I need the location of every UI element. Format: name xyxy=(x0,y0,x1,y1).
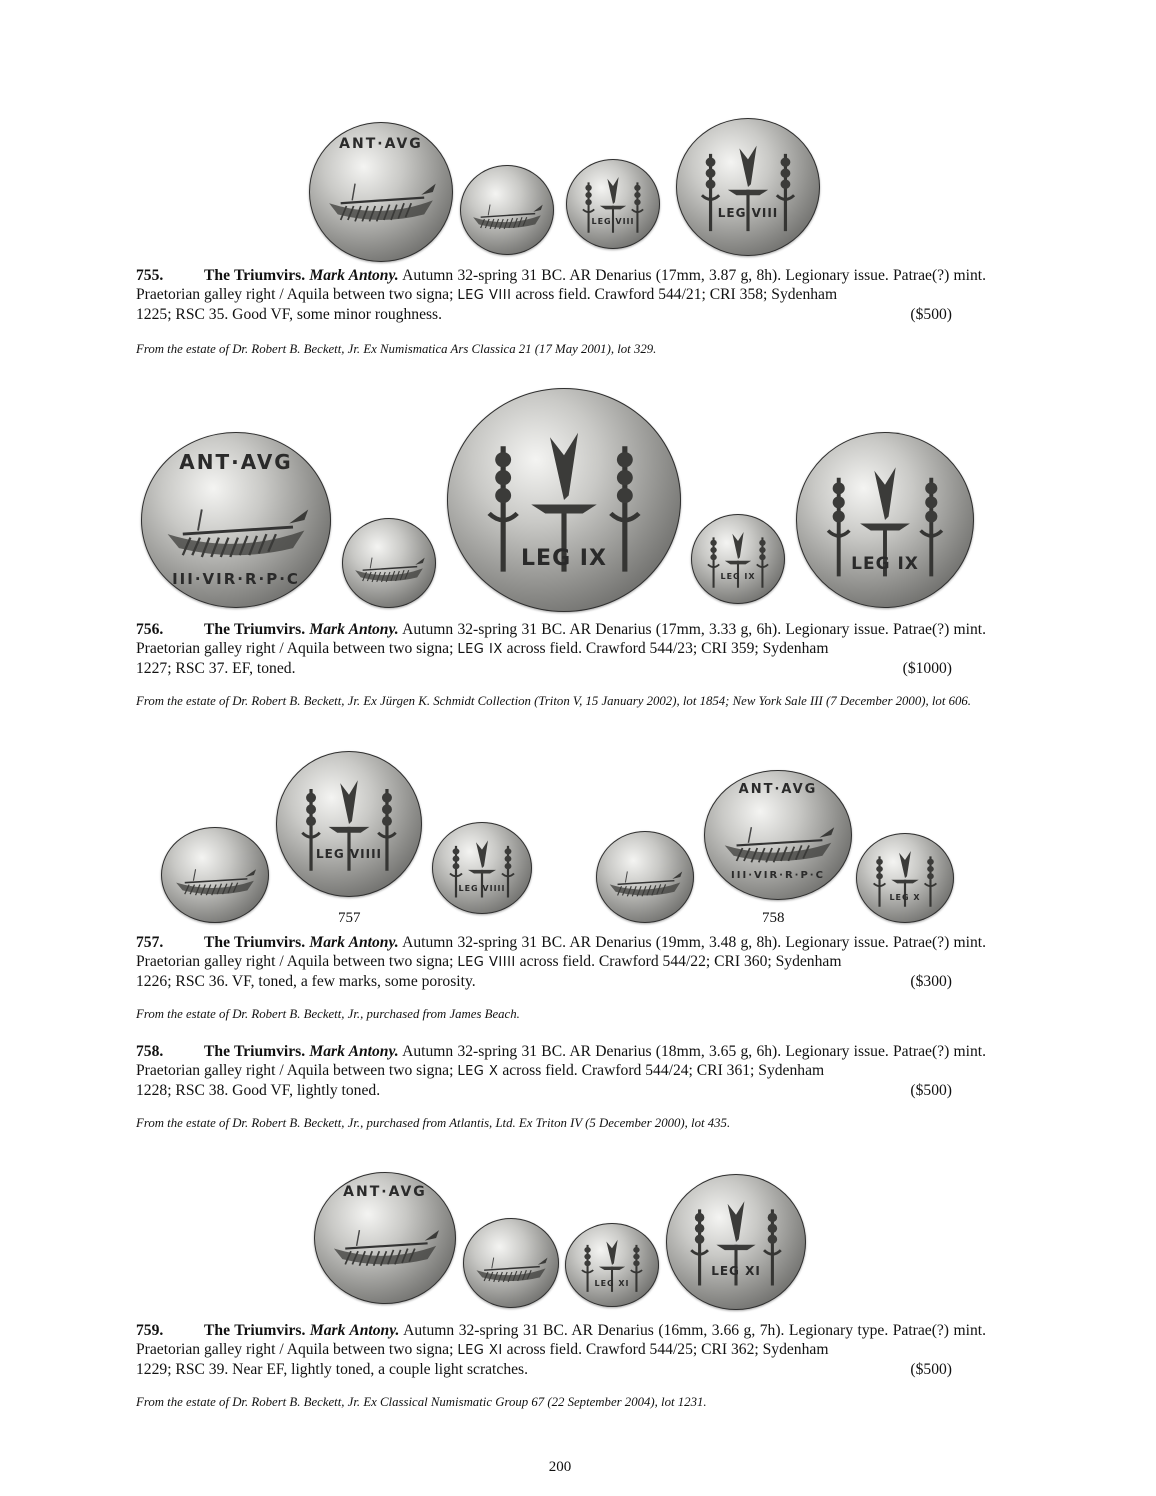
lot-grade: 1229; RSC 39. Near EF, lightly toned, a couple light scratches. xyxy=(136,1361,528,1378)
lot-description-refs: across field. Crawford 544/24; CRI 361; Sydenham xyxy=(502,1062,825,1079)
lot-grade: 1226; RSC 36. VF, toned, a few marks, some porosity. xyxy=(136,973,476,990)
lot-price: ($500) xyxy=(910,1361,952,1378)
lot-issuer: Mark Antony. xyxy=(309,267,399,284)
lot-description: Autumn 32-spring 31 BC. AR Denarius (17mm, 3.33 g, 6h). Legionary issue. Patrae(?) mint. Praetorian galley right / Aquila between two signa; xyxy=(136,621,987,657)
coin-reverse-large-757 xyxy=(276,751,422,897)
obverse-legend: ANT·AVG xyxy=(179,450,293,474)
coin-reverse-small xyxy=(691,514,785,604)
lot-grade: 1227; RSC 37. EF, toned. xyxy=(136,660,296,677)
provenance-756: From the estate of Dr. Robert B. Beckett, Jr. Ex Jürgen K. Schmidt Collection (Triton V, 15 January 2002), lot 1854; New York Sale III (7 December 2000), lot 606. xyxy=(136,694,971,708)
lot-description-refs: across field. Crawford 544/23; CRI 359; Sydenham xyxy=(506,640,829,657)
coin-obverse-large xyxy=(314,1172,456,1304)
coin-reverse-small xyxy=(566,159,660,249)
coin-reverse-large xyxy=(796,432,974,608)
lot-758 xyxy=(136,1042,986,1100)
reverse-legend: LEG VIII xyxy=(717,206,779,220)
coin-obverse-757 xyxy=(161,827,269,923)
obverse-legend-bottom: III·VIR·R·P·C xyxy=(731,870,825,881)
lot-number: 758. xyxy=(136,1043,164,1060)
lot-issuer: Mark Antony. xyxy=(309,1322,400,1339)
lot-description: Autumn 32-spring 31 BC. AR Denarius (18mm, 3.65 g, 6h). Legionary issue. Patrae(?) mint. Praetorian galley right / Aquila between two signa; xyxy=(136,1043,987,1079)
lot-issuer: Mark Antony. xyxy=(309,1043,399,1060)
lot-ruler: The Triumvirs. xyxy=(204,621,306,638)
lot-legend: LEG VIII xyxy=(457,288,512,303)
obverse-legend: ANT·AVG xyxy=(343,1184,427,1200)
reverse-legend: LEG VIIII xyxy=(458,884,506,893)
coin-obverse-small xyxy=(463,1218,559,1308)
coin-reverse-large xyxy=(447,388,681,612)
lot-ruler: The Triumvirs. xyxy=(204,1322,306,1339)
coin-reverse-758 xyxy=(856,833,954,923)
page-number: 200 xyxy=(548,1459,572,1475)
coin-obverse-large xyxy=(141,432,331,608)
coin-reverse-large xyxy=(666,1174,806,1310)
lot-number: 757. xyxy=(136,934,164,951)
lot-756 xyxy=(136,620,986,678)
lot-description-refs: across field. Crawford 544/25; CRI 362; Sydenham xyxy=(506,1341,829,1358)
reverse-legend: LEG XI xyxy=(711,1264,761,1278)
lot-grade: 1228; RSC 38. Good VF, lightly toned. xyxy=(136,1082,381,1099)
reverse-legend: LEG VIIII xyxy=(315,847,383,861)
lot-price: ($500) xyxy=(910,306,952,323)
provenance-758: From the estate of Dr. Robert B. Beckett, Jr., purchased from Atlantis, Ltd. Ex Triton IV (5 December 2000), lot 435. xyxy=(136,1116,731,1130)
coin-obverse-small xyxy=(342,518,436,608)
coin-reverse-large xyxy=(676,118,820,256)
lot-legend: LEG X xyxy=(457,1064,499,1079)
lot-legend: LEG IX xyxy=(457,642,503,657)
lot-number: 756. xyxy=(136,621,164,638)
reverse-legend: LEG XI xyxy=(594,1279,630,1288)
reverse-legend: LEG IX xyxy=(851,554,919,574)
lot-ruler: The Triumvirs. xyxy=(204,1043,306,1060)
provenance-755: From the estate of Dr. Robert B. Beckett, Jr. Ex Numismatica Ars Classica 21 (17 May 2001), lot 329. xyxy=(136,342,657,356)
lot-description: Autumn 32-spring 31 BC. AR Denarius (17mm, 3.87 g, 8h). Legionary issue. Patrae(?) mint. Praetorian galley right / Aquila between two signa; xyxy=(136,267,987,303)
coin-reverse-small xyxy=(565,1223,659,1307)
coin-obverse-small-758 xyxy=(596,831,694,923)
coin-obverse-large xyxy=(309,122,453,262)
photo-label-758: 758 xyxy=(762,910,785,926)
lot-issuer: Mark Antony. xyxy=(309,934,399,951)
reverse-legend: LEG X xyxy=(889,893,921,902)
lot-ruler: The Triumvirs. xyxy=(204,267,306,284)
lot-description: Autumn 32-spring 31 BC. AR Denarius (16mm, 3.66 g, 7h). Legionary type. Patrae(?) mint. Praetorian galley right / Aquila between two signa; xyxy=(136,1322,986,1358)
coin-obverse-small xyxy=(460,165,554,255)
lot-description-refs: across field. Crawford 544/21; CRI 358; Sydenham xyxy=(515,286,838,303)
lot-description: Autumn 32-spring 31 BC. AR Denarius (19mm, 3.48 g, 8h). Legionary issue. Patrae(?) mint. Praetorian galley right / Aquila between two signa; xyxy=(136,934,987,970)
coin-obverse-large-758 xyxy=(704,770,852,900)
lot-price: ($1000) xyxy=(902,660,952,677)
lot-number: 755. xyxy=(136,267,164,284)
lot-legend: LEG VIIII xyxy=(457,955,516,970)
lot-price: ($500) xyxy=(910,1082,952,1099)
lot-ruler: The Triumvirs. xyxy=(204,934,306,951)
lot-755 xyxy=(136,266,986,324)
obverse-legend: ANT·AVG xyxy=(339,136,423,152)
lot-759 xyxy=(136,1321,986,1379)
lot-issuer: Mark Antony. xyxy=(309,621,399,638)
lot-price: ($300) xyxy=(910,973,952,990)
provenance-757: From the estate of Dr. Robert B. Beckett, Jr., purchased from James Beach. xyxy=(136,1007,520,1021)
provenance-759: From the estate of Dr. Robert B. Beckett, Jr. Ex Classical Numismatic Group 67 (22 September 2004), lot 1231. xyxy=(136,1395,707,1409)
lot-757 xyxy=(136,933,986,991)
lot-legend: LEG XI xyxy=(457,1343,503,1358)
lot-description-refs: across field. Crawford 544/22; CRI 360; Sydenham xyxy=(519,953,842,970)
reverse-legend: LEG IX xyxy=(720,572,756,581)
lot-number: 759. xyxy=(136,1322,164,1339)
photo-label-757: 757 xyxy=(338,910,361,926)
reverse-legend: LEG IX xyxy=(521,546,607,571)
reverse-legend: LEG VIII xyxy=(591,217,635,226)
obverse-legend-bottom: III·VIR·R·P·C xyxy=(172,570,300,588)
coin-reverse-small-757 xyxy=(432,822,532,914)
lot-grade: 1225; RSC 35. Good VF, some minor roughness. xyxy=(136,306,443,323)
obverse-legend: ANT·AVG xyxy=(738,782,818,797)
